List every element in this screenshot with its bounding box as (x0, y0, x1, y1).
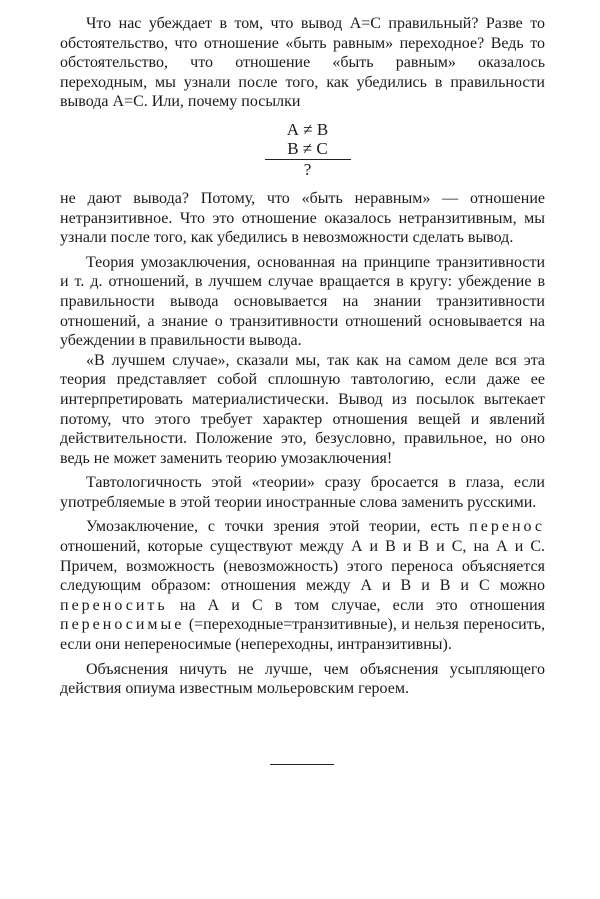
p6-spaced-1: перенос (469, 518, 545, 536)
p6-text-4: (=переходные=транзитивные), и нельзя переносить, если они непереносимые (непереходны, интранзитивны). (60, 616, 545, 654)
paragraph-1: Что нас убеждает в том, что вывод А=С правильный? Разве то обстоятельство, что отношение «быть равным» переходное? Ведь то обстоятельство, что отношение «быть равным» оказалось переходным, мы узнали после того, как убедились в правильности вывода А=С. Или, почему посылки (60, 15, 545, 111)
p6-spaced-2: переносить (60, 596, 168, 614)
paragraph-5: Тавтологичность этой «теории» сразу бросается в глаза, если употребляемые в этой теории иностранные слова заменить русскими. (60, 474, 545, 511)
formula-result: ? (303, 159, 312, 179)
paragraph-6 (60, 517, 545, 654)
paragraph-3: Теория умозаключения, основанная на принципе транзитивности и т. д. отношений, в лучшем случае вращается в кругу: убеждение в правильности вывода основывается на знании транзитивности отношений, а знание о транзитивности отношений основывается на убеждении в правильности вывода. (60, 253, 545, 350)
p6-text-1: Умозаключение, с точки зрения этой теории, есть (86, 518, 470, 536)
p6-text-2: отношений, которые существуют между А и В и В и С, на А и С. Причем, возможность (невозможность) этого переноса объясняется следующим образом: отношения между А и В и В и С можно (60, 538, 545, 595)
page-body (60, 14, 545, 699)
p6-spaced-3: переносимые (60, 616, 185, 634)
paragraph-7: Объяснения ничуть не лучше, чем объяснения усыпляющего действия опиума известным мольеровским героем. (60, 660, 545, 698)
paragraph-2: не дают вывода? Потому, что «быть неравным» — отношение нетранзитивное. Что это отношение оказалось нетранзитивным, мы узнали после того, как убедились в невозможности сделать вывод. (60, 189, 545, 247)
formula-block (238, 112, 368, 189)
paragraph-4: «В лучшем случае», сказали мы, так как на самом деле вся эта теория представляет собой сплошную тавтологию, если даже ее интерпретировать материалистически. Вывод из посылок вытекает потому, что этого требует характер отношения вещей и явлений действительности. Положение это, безусловно, правильное, но оно ведь не может заменить теорию умозаключения! (60, 351, 545, 467)
p6-text-3: на А и С в том случае, если это отношения (167, 596, 545, 614)
formula-premise-2: В ≠ С (287, 138, 328, 158)
closing-rule (270, 764, 334, 765)
formula-premise-1: А ≠ В (286, 119, 329, 139)
